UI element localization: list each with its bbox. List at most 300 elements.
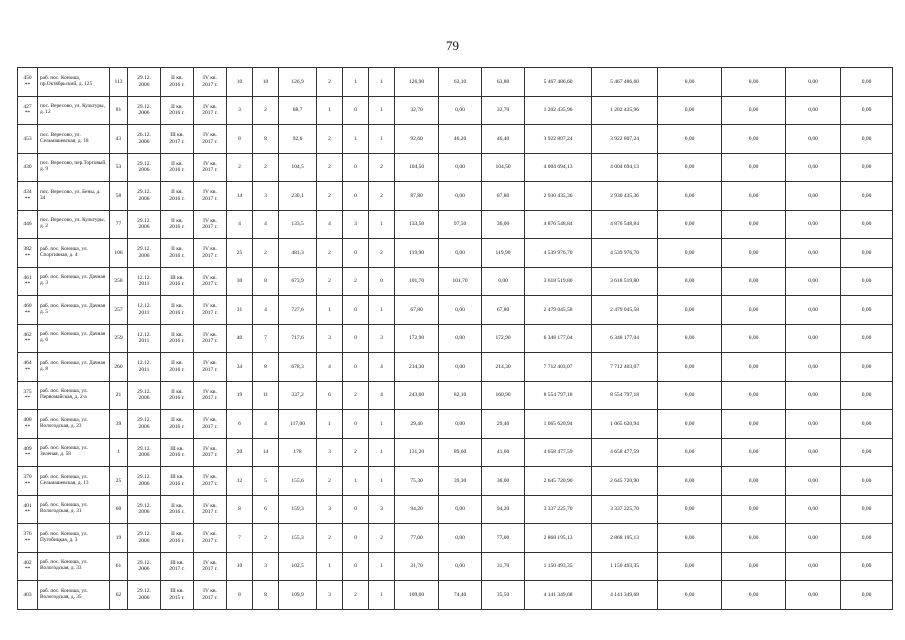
- table-cell: 7 712 403,07: [592, 353, 658, 382]
- table-cell: II кв. 2016 г.: [161, 324, 194, 353]
- table-cell: 61: [110, 552, 128, 581]
- table-cell: 0,00: [786, 581, 841, 610]
- table-cell: 2: [317, 467, 343, 496]
- table-cell: 101,70: [439, 267, 482, 296]
- table-cell: IV кв. 2017 г.: [194, 438, 227, 467]
- table-cell: 0,00: [841, 410, 893, 439]
- table-cell: IV кв. 2017 г.: [194, 324, 227, 353]
- table-cell: 2 930 435,36: [592, 182, 658, 211]
- table-cell: 4 141 349,68: [592, 581, 658, 610]
- table-cell: IV кв. 2017 г.: [194, 153, 227, 182]
- table-cell: 92,6: [279, 125, 317, 154]
- table-cell: 0,00: [841, 524, 893, 553]
- table-cell: 403: [18, 581, 38, 610]
- table-cell: 3: [317, 581, 343, 610]
- table-cell: 3: [317, 324, 343, 353]
- table-cell: 36,00: [482, 210, 525, 239]
- table-cell: 1 065 620,94: [525, 410, 592, 439]
- table-cell: 0: [343, 239, 369, 268]
- table-row: [18, 438, 893, 467]
- table-cell: 0,00: [786, 96, 841, 125]
- table-cell: 12.12. 2011: [128, 267, 161, 296]
- table-cell: 12: [227, 467, 253, 496]
- table-cell: 2 479 045,58: [592, 296, 658, 325]
- table-cell: 258: [110, 267, 128, 296]
- table-cell: 0,00: [658, 125, 722, 154]
- table-cell: 39: [110, 410, 128, 439]
- table-cell: 8: [227, 125, 253, 154]
- table-cell: 409 **: [18, 438, 38, 467]
- table-cell: III кв. 2015 г.: [161, 581, 194, 610]
- table-cell: 0,00: [658, 239, 722, 268]
- table-cell: 12.12. 2011: [128, 296, 161, 325]
- table-cell: 7 712 403,07: [525, 353, 592, 382]
- table-cell: 6 348 177,04: [525, 324, 592, 353]
- table-cell: 0,00: [786, 381, 841, 410]
- table-cell: IV кв. 2017 г.: [194, 495, 227, 524]
- table-cell: 243,00: [395, 381, 439, 410]
- table-cell: 62: [110, 581, 128, 610]
- table-cell: 4 004 694,13: [525, 153, 592, 182]
- table-cell: 2: [369, 153, 395, 182]
- table-cell: 2 930 435,36: [525, 182, 592, 211]
- table-cell: 0,00: [439, 182, 482, 211]
- table-cell: 4 876 548,84: [592, 210, 658, 239]
- table-cell: 133,50: [395, 210, 439, 239]
- table-cell: 4: [227, 210, 253, 239]
- table-cell: раб. пос. Коноша, ул. Первомайская, д. 2-а: [38, 381, 110, 410]
- table-cell: 94,20: [482, 495, 525, 524]
- table-cell: 0,00: [722, 381, 786, 410]
- table-cell: 2: [253, 96, 279, 125]
- table-cell: 2: [343, 581, 369, 610]
- table-cell: IV кв. 2017 г.: [194, 125, 227, 154]
- resettlement-table: [17, 67, 893, 610]
- table-cell: 94,20: [395, 495, 439, 524]
- table-cell: 464 **: [18, 353, 38, 382]
- table-cell: 2: [227, 153, 253, 182]
- table-cell: 60: [110, 495, 128, 524]
- table-cell: 30: [227, 267, 253, 296]
- table-cell: 31: [227, 296, 253, 325]
- table-cell: 6: [227, 410, 253, 439]
- table-cell: 3 337 225,70: [525, 495, 592, 524]
- table-cell: IV кв. 2017 г.: [194, 552, 227, 581]
- table-cell: 0,00: [722, 410, 786, 439]
- table-cell: 0,00: [722, 96, 786, 125]
- table-cell: 376 **: [18, 524, 38, 553]
- table-cell: 29.12. 2006: [128, 68, 161, 97]
- table-cell: раб. пос. Коноша, ул. Дачная д. 6: [38, 324, 110, 353]
- table-cell: 5: [253, 467, 279, 496]
- table-cell: IV кв. 2017 г.: [194, 581, 227, 610]
- table-cell: 101,70: [395, 267, 439, 296]
- table-cell: 0,00: [786, 296, 841, 325]
- table-cell: 155,3: [279, 524, 317, 553]
- table-cell: 0,00: [439, 96, 482, 125]
- table-cell: 29.12. 2006: [128, 467, 161, 496]
- table-cell: IV кв. 2017 г.: [194, 96, 227, 125]
- table-cell: 3: [369, 324, 395, 353]
- table-cell: 2: [253, 153, 279, 182]
- table-cell: раб. пос. Коноша, ул. Зеленая, д. 58: [38, 438, 110, 467]
- table-row: [18, 296, 893, 325]
- table-cell: 74,40: [439, 581, 482, 610]
- table-cell: 0,00: [658, 410, 722, 439]
- table-cell: 1: [369, 96, 395, 125]
- table-cell: 0,00: [658, 438, 722, 467]
- table-cell: 0,00: [786, 495, 841, 524]
- table-cell: 337,2: [279, 381, 317, 410]
- table-cell: 4 004 694,13: [592, 153, 658, 182]
- table-cell: IV кв. 2017 г.: [194, 210, 227, 239]
- table-cell: 19: [110, 524, 128, 553]
- table-cell: 113: [110, 68, 128, 97]
- table-cell: 34: [227, 353, 253, 382]
- table-cell: 77,00: [482, 524, 525, 553]
- table-cell: 462 **: [18, 324, 38, 353]
- table-cell: 0,00: [658, 210, 722, 239]
- table-cell: 26.12. 2006: [128, 125, 161, 154]
- table-cell: 131,20: [395, 438, 439, 467]
- table-cell: 29.12. 2006: [128, 239, 161, 268]
- table-cell: 43: [110, 125, 128, 154]
- table-cell: 0,00: [722, 210, 786, 239]
- table-cell: 0,00: [722, 552, 786, 581]
- table-cell: 259: [110, 324, 128, 353]
- table-cell: пос. Вересово, ул. Культуры, д. 2: [38, 210, 110, 239]
- table-cell: II кв. 2016 г.: [161, 239, 194, 268]
- table-cell: 32,70: [482, 96, 525, 125]
- table-cell: 0,00: [841, 467, 893, 496]
- table-cell: 400 **: [18, 410, 38, 439]
- table-cell: 77,00: [395, 524, 439, 553]
- table-cell: II кв. 2016 г.: [161, 182, 194, 211]
- table-cell: 109,9: [279, 581, 317, 610]
- table-cell: 3 618 519,80: [592, 267, 658, 296]
- table-cell: 2 868 195,13: [592, 524, 658, 553]
- table-cell: IV кв. 2017 г.: [194, 467, 227, 496]
- table-cell: 29.12. 2006: [128, 552, 161, 581]
- table-cell: 0,00: [439, 353, 482, 382]
- table-cell: 2 645 720,90: [592, 467, 658, 496]
- table-cell: 4 539 976,70: [525, 239, 592, 268]
- table-cell: 260: [110, 353, 128, 382]
- table-row: [18, 182, 893, 211]
- table-cell: 19: [227, 381, 253, 410]
- table-cell: 102,5: [279, 552, 317, 581]
- table-cell: 87,80: [482, 182, 525, 211]
- table-cell: 29.12. 2006: [128, 381, 161, 410]
- table-cell: 4: [369, 381, 395, 410]
- table-cell: 1: [317, 410, 343, 439]
- table-cell: 87,80: [395, 182, 439, 211]
- table-cell: 2 479 045,58: [525, 296, 592, 325]
- table-cell: 25: [110, 467, 128, 496]
- table-cell: IV кв. 2017 г.: [194, 524, 227, 553]
- table-cell: 434 **: [18, 182, 38, 211]
- table-row: [18, 267, 893, 296]
- table-cell: 214,30: [395, 353, 439, 382]
- table-cell: 29.12. 2006: [128, 495, 161, 524]
- table-cell: III кв. 2016 г.: [161, 267, 194, 296]
- table-cell: IV кв. 2017 г.: [194, 353, 227, 382]
- table-cell: 104,50: [482, 153, 525, 182]
- table-cell: 0,00: [841, 153, 893, 182]
- table-cell: 0: [343, 96, 369, 125]
- table-cell: 92,60: [395, 125, 439, 154]
- table-row: [18, 381, 893, 410]
- table-cell: 1: [110, 438, 128, 467]
- table-cell: 0: [369, 267, 395, 296]
- table-cell: II кв. 2016 г.: [161, 153, 194, 182]
- table-cell: 0,00: [658, 68, 722, 97]
- table-cell: 63,10: [439, 68, 482, 97]
- table-cell: 0,00: [786, 125, 841, 154]
- table-cell: 0,00: [482, 267, 525, 296]
- table-cell: 0,00: [786, 239, 841, 268]
- table-cell: 0,00: [722, 239, 786, 268]
- table-cell: 12.12. 2011: [128, 353, 161, 382]
- table-cell: 3: [317, 438, 343, 467]
- table-cell: 4: [369, 353, 395, 382]
- table-cell: 0: [343, 324, 369, 353]
- table-cell: 2: [317, 68, 343, 97]
- table-row: [18, 467, 893, 496]
- table-cell: 0,00: [786, 267, 841, 296]
- table-row: [18, 125, 893, 154]
- table-cell: 0,00: [658, 524, 722, 553]
- table-cell: раб. пос. Коноша, ул. Спортивная, д. 4: [38, 239, 110, 268]
- table-cell: 427 **: [18, 96, 38, 125]
- table-cell: 21: [110, 381, 128, 410]
- table-cell: 3: [253, 552, 279, 581]
- table-cell: раб. пос. Коноша, ул. Дачная д. 5: [38, 296, 110, 325]
- table-cell: 29.12. 2006: [128, 210, 161, 239]
- table-cell: 0,00: [841, 182, 893, 211]
- table-cell: 97,50: [439, 210, 482, 239]
- table-cell: 126,90: [395, 68, 439, 97]
- table-cell: 0,00: [658, 353, 722, 382]
- table-cell: 0,00: [722, 353, 786, 382]
- table-cell: 2: [343, 438, 369, 467]
- table-cell: 8: [253, 267, 279, 296]
- table-cell: 41,60: [482, 438, 525, 467]
- table-cell: 1: [369, 581, 395, 610]
- table-cell: 1: [369, 467, 395, 496]
- table-row: [18, 495, 893, 524]
- table-cell: 0,00: [439, 296, 482, 325]
- table-cell: 1 150 493,35: [525, 552, 592, 581]
- table-cell: 0,00: [786, 210, 841, 239]
- table-cell: 0,00: [658, 96, 722, 125]
- table-cell: 2: [317, 267, 343, 296]
- table-cell: 0,00: [786, 410, 841, 439]
- table-cell: 0,00: [841, 125, 893, 154]
- table-cell: 0,00: [722, 153, 786, 182]
- table-cell: 0,00: [841, 96, 893, 125]
- table-cell: IV кв. 2017 г.: [194, 381, 227, 410]
- table-cell: 0: [343, 296, 369, 325]
- table-cell: 0,00: [722, 467, 786, 496]
- table-cell: 1: [369, 296, 395, 325]
- table-cell: 172,90: [482, 324, 525, 353]
- table-cell: 7: [253, 324, 279, 353]
- table-cell: 0,00: [439, 153, 482, 182]
- table-cell: 0,00: [439, 495, 482, 524]
- table-cell: 10: [227, 68, 253, 97]
- table-cell: III кв. 2017 г.: [161, 125, 194, 154]
- table-cell: 46,20: [439, 125, 482, 154]
- table-cell: 133,5: [279, 210, 317, 239]
- table-cell: 0,00: [841, 495, 893, 524]
- table-cell: 81: [110, 96, 128, 125]
- table-cell: 0,00: [439, 524, 482, 553]
- table-cell: II кв. 2016 г.: [161, 381, 194, 410]
- table-cell: 0,00: [722, 125, 786, 154]
- table-cell: 35,50: [482, 581, 525, 610]
- table-cell: 25: [227, 239, 253, 268]
- table-cell: 0,00: [841, 296, 893, 325]
- table-cell: 0,00: [658, 552, 722, 581]
- table-cell: 29.12. 2006: [128, 438, 161, 467]
- table-cell: 214,30: [482, 353, 525, 382]
- table-cell: 106: [110, 239, 128, 268]
- table-cell: 2: [253, 524, 279, 553]
- table-cell: 36,00: [482, 467, 525, 496]
- table-cell: 2: [343, 381, 369, 410]
- table-cell: 1: [369, 210, 395, 239]
- table-cell: 2 645 720,90: [525, 467, 592, 496]
- table-cell: 8: [253, 353, 279, 382]
- table-cell: 0,00: [841, 68, 893, 97]
- table-cell: 4: [317, 210, 343, 239]
- table-cell: IV кв. 2017 г.: [194, 239, 227, 268]
- table-cell: 10: [227, 552, 253, 581]
- table-cell: 8: [253, 581, 279, 610]
- table-cell: 8: [253, 125, 279, 154]
- table-cell: 453: [18, 125, 38, 154]
- table-cell: 12.12. 2011: [128, 324, 161, 353]
- table-cell: 0,00: [841, 581, 893, 610]
- table-cell: 58: [110, 182, 128, 211]
- table-cell: 0,00: [722, 324, 786, 353]
- table-cell: раб. пос. Коноша, ул. Пугобицкая, д. 3: [38, 524, 110, 553]
- table-cell: 2: [317, 524, 343, 553]
- table-cell: 0,00: [786, 467, 841, 496]
- table-cell: 14: [253, 438, 279, 467]
- table-cell: 77: [110, 210, 128, 239]
- table-cell: 727,6: [279, 296, 317, 325]
- table-cell: 29.12. 2006: [128, 96, 161, 125]
- table-cell: 401 **: [18, 495, 38, 524]
- table-cell: 46,40: [482, 125, 525, 154]
- table-cell: 5 467 486,60: [592, 68, 658, 97]
- table-cell: 0,00: [722, 495, 786, 524]
- table-cell: II кв. 2016 г.: [161, 495, 194, 524]
- table-cell: раб. пос. Коноша, ул. Вологодская, д. 33: [38, 552, 110, 581]
- table-cell: 20: [227, 438, 253, 467]
- table-cell: 0,00: [658, 467, 722, 496]
- table-cell: 3 618 519,80: [525, 267, 592, 296]
- table-cell: 0,00: [841, 381, 893, 410]
- table-cell: 0: [343, 524, 369, 553]
- table-cell: 4 658 477,59: [592, 438, 658, 467]
- table-row: [18, 239, 893, 268]
- table-row: [18, 68, 893, 97]
- table-cell: пос. Вересово, ул. Культуры, д. 12: [38, 96, 110, 125]
- table-cell: 481,3: [279, 239, 317, 268]
- table-cell: 446: [18, 210, 38, 239]
- table-cell: 0: [343, 153, 369, 182]
- table-cell: 4: [253, 410, 279, 439]
- table-cell: 104,50: [395, 153, 439, 182]
- table-cell: 0,00: [722, 182, 786, 211]
- table-cell: раб. пос. Коноша, ул. Дачная д. 8: [38, 353, 110, 382]
- table-cell: 430: [18, 153, 38, 182]
- table-cell: 1: [343, 125, 369, 154]
- table-row: [18, 524, 893, 553]
- table-cell: 89,60: [439, 438, 482, 467]
- table-cell: 3 337 225,70: [592, 495, 658, 524]
- table-cell: раб. пос. Коноша, ул. Вологодская, д. 35: [38, 581, 110, 610]
- table-cell: II кв. 2016 г.: [161, 353, 194, 382]
- table-cell: 1: [369, 438, 395, 467]
- table-cell: 3: [343, 210, 369, 239]
- table-cell: 0,00: [786, 524, 841, 553]
- table-cell: II кв. 2016 г.: [161, 524, 194, 553]
- table-cell: III кв. 2016 г.: [161, 438, 194, 467]
- table-cell: 39,30: [439, 467, 482, 496]
- table-cell: 1: [369, 552, 395, 581]
- table-cell: 0: [343, 182, 369, 211]
- table-cell: 172,90: [395, 324, 439, 353]
- table-cell: 678,3: [279, 353, 317, 382]
- table-cell: 0,00: [658, 381, 722, 410]
- table-cell: 461 **: [18, 267, 38, 296]
- table-cell: 2: [369, 239, 395, 268]
- table-cell: 4 876 548,84: [525, 210, 592, 239]
- table-cell: 2: [317, 182, 343, 211]
- table-cell: 0,00: [658, 296, 722, 325]
- table-cell: IV кв. 2017 г.: [194, 267, 227, 296]
- table-cell: 2: [253, 239, 279, 268]
- table-cell: 8: [227, 581, 253, 610]
- table-cell: III кв. 2017 г.: [161, 552, 194, 581]
- table-cell: 4 658 477,59: [525, 438, 592, 467]
- table-cell: 31,70: [395, 552, 439, 581]
- table-cell: 0,00: [841, 552, 893, 581]
- table-cell: 673,9: [279, 267, 317, 296]
- table-cell: 382 **: [18, 239, 38, 268]
- table-cell: 29.12. 2006: [128, 182, 161, 211]
- table-cell: 0,00: [722, 267, 786, 296]
- table-cell: 0,00: [786, 552, 841, 581]
- table-cell: 4: [253, 210, 279, 239]
- table-cell: 75,30: [395, 467, 439, 496]
- table-cell: 0: [343, 495, 369, 524]
- table-cell: 0,00: [439, 552, 482, 581]
- table-cell: 4 141 349,68: [525, 581, 592, 610]
- table-cell: 0: [343, 552, 369, 581]
- table-cell: 257: [110, 296, 128, 325]
- table-cell: 1 150 493,35: [592, 552, 658, 581]
- table-cell: 0,00: [841, 267, 893, 296]
- table-cell: пос. Вересово, ул. Сельмашевская, д. 18: [38, 125, 110, 154]
- table-body: [18, 68, 893, 610]
- table-cell: 2: [343, 267, 369, 296]
- table-cell: 155,6: [279, 467, 317, 496]
